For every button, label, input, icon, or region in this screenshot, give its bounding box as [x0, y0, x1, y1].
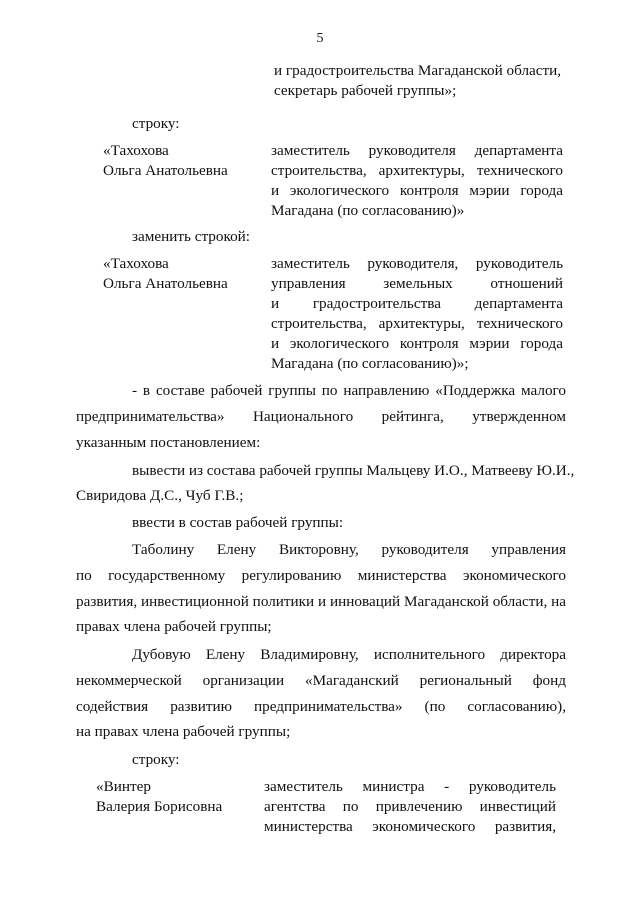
page-number: 5	[316, 31, 324, 46]
entry-name-line: Ольга Анатольевна	[103, 275, 228, 292]
paragraph-line: по государственному регулированию министерства экономического	[76, 567, 566, 584]
paragraph-line: предпринимательства» Национального рейтинга, утвержденном	[76, 408, 566, 425]
entry-desc-line: и экологического контроля мэрии города	[271, 335, 563, 352]
entry-desc-line: заместитель руководителя, руководитель	[271, 255, 563, 272]
label-stroku: строку:	[132, 115, 180, 132]
entry-desc-line: заместитель руководителя департамента	[271, 142, 563, 159]
paragraph-line: - в составе рабочей группы по направлению «Поддержка малого	[132, 382, 566, 399]
paragraph-line: вывести из состава рабочей группы Мальцеву И.О., Матвееву Ю.И.,	[132, 462, 575, 479]
entry-desc-line: строительства, архитектуры, технического	[271, 162, 563, 179]
prev-entry-desc-line: и градостроительства Магаданской области,	[274, 62, 562, 79]
entry-desc-line: Магадана (по согласованию)»;	[271, 355, 469, 372]
label-stroku: строку:	[132, 751, 180, 768]
label-zamenit: заменить строкой:	[132, 228, 251, 245]
paragraph-line: содействия развитию предпринимательства» (по согласованию),	[76, 698, 566, 715]
paragraph-line: Свиридова Д.С., Чуб Г.В.;	[76, 487, 244, 504]
prev-entry-desc-line: секретарь рабочей группы»;	[274, 82, 457, 99]
entry-desc-line: Магадана (по согласованию)»	[271, 202, 465, 219]
entry-desc-line: заместитель министра - руководитель	[264, 778, 556, 795]
entry-desc-line: министерства экономического развития,	[264, 818, 556, 835]
paragraph-line: развития, инвестиционной политики и инноваций Магаданской области, на	[76, 593, 566, 610]
paragraph-line: правах члена рабочей группы;	[76, 618, 272, 635]
entry-name-line: Ольга Анатольевна	[103, 162, 228, 179]
entry-desc-line: агентства по привлечению инвестиций	[264, 798, 556, 815]
entry-desc-line: строительства, архитектуры, технического	[271, 315, 563, 332]
paragraph-line: Таболину Елену Викторовну, руководителя управления	[132, 541, 566, 558]
entry-desc-line: управления земельных отношений	[271, 275, 563, 292]
entry-name-line: «Тахохова	[103, 255, 169, 272]
paragraph-line: некоммерческой организации «Магаданский региональный фонд	[76, 672, 566, 689]
paragraph-line: указанным постановлением:	[76, 434, 261, 451]
entry-name-line: «Винтер	[96, 778, 151, 795]
entry-desc-line: и градостроительства департамента	[271, 295, 563, 312]
entry-name-line: «Тахохова	[103, 142, 169, 159]
entry-desc-line: и экологического контроля мэрии города	[271, 182, 563, 199]
paragraph-line: ввести в состав рабочей группы:	[132, 514, 344, 531]
paragraph-line: Дубовую Елену Владимировну, исполнительного директора	[132, 646, 566, 663]
paragraph-line: на правах члена рабочей группы;	[76, 723, 291, 740]
entry-name-line: Валерия Борисовна	[96, 798, 223, 815]
